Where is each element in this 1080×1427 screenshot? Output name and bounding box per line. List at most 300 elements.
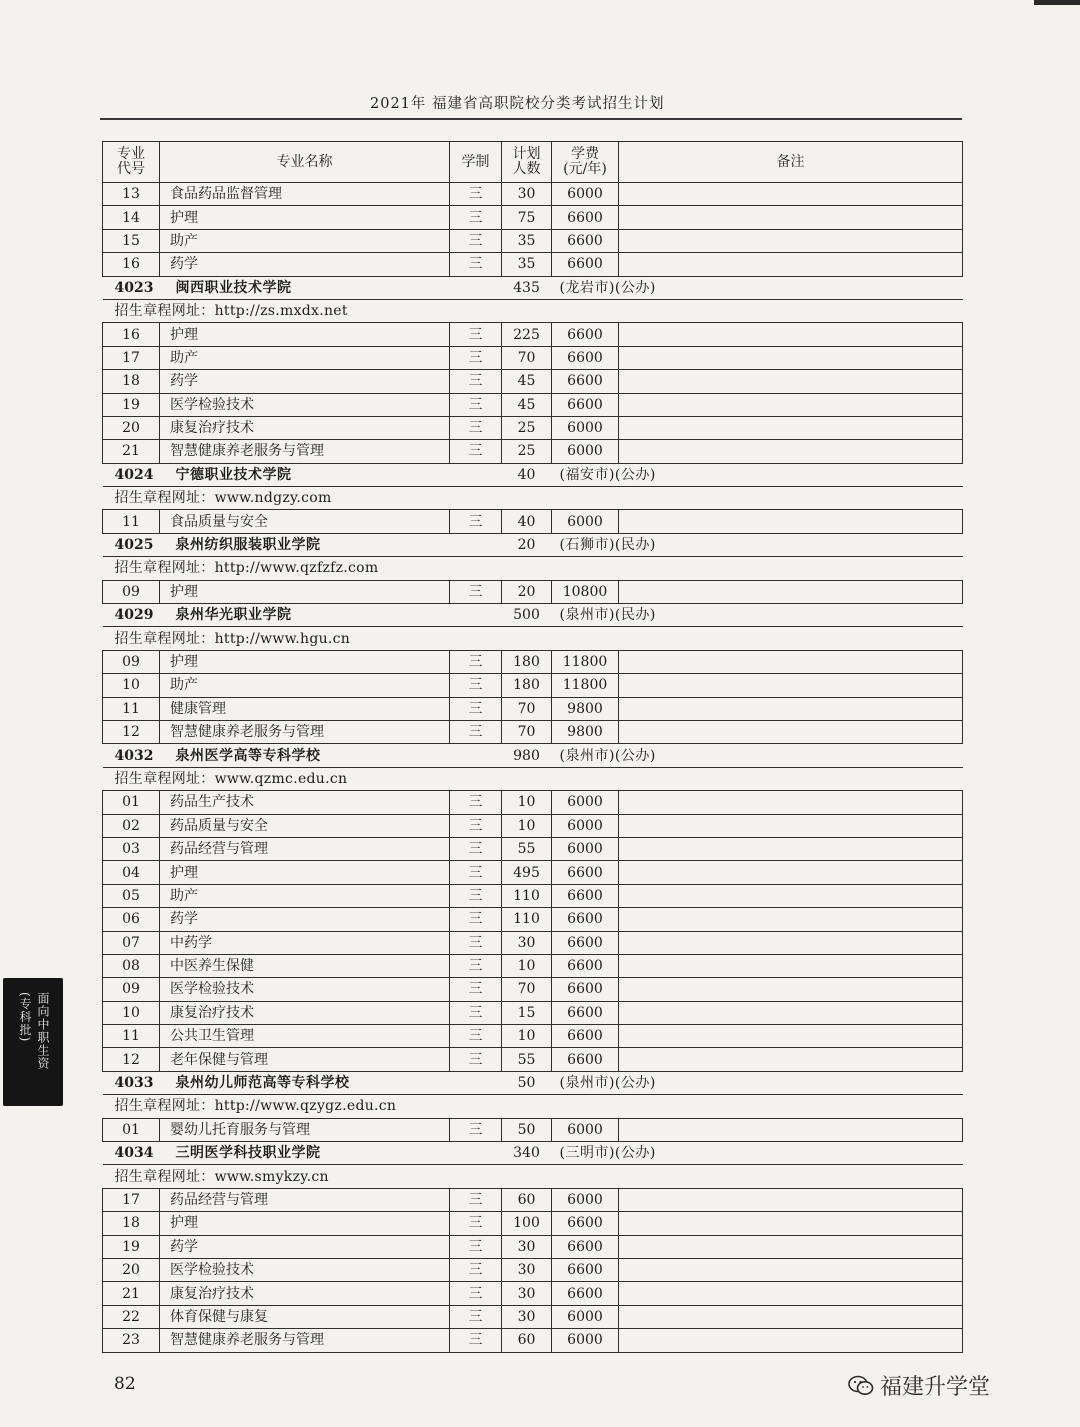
major-name: 医学检验技术 — [160, 393, 450, 416]
school-name: 泉州医学高等专科学校 — [160, 744, 502, 767]
major-code: 20 — [103, 416, 160, 439]
major-name: 康复治疗技术 — [160, 416, 450, 439]
duration: 三 — [450, 650, 502, 673]
major-code: 07 — [103, 931, 160, 954]
plan-count: 225 — [502, 323, 552, 346]
school-header-row — [103, 1142, 963, 1165]
side-section-tab — [3, 978, 63, 1106]
col-header-plan: 计划 人数 — [502, 142, 552, 183]
plan-count: 30 — [502, 1258, 552, 1281]
school-header-row — [103, 463, 963, 486]
duration: 三 — [450, 978, 502, 1001]
side-tab-subtitle: (专科批) — [18, 992, 32, 1043]
school-location: (龙岩市)(公办) — [552, 276, 963, 299]
tuition-fee: 6000 — [552, 440, 619, 463]
tuition-fee: 6600 — [552, 393, 619, 416]
tuition-fee: 6600 — [552, 370, 619, 393]
table-row — [103, 791, 963, 814]
table-row — [103, 229, 963, 252]
major-name: 医学检验技术 — [160, 1258, 450, 1281]
major-name: 中药学 — [160, 931, 450, 954]
watermark-text: 福建升学堂 — [880, 1375, 991, 1400]
tuition-fee: 6600 — [552, 323, 619, 346]
major-code: 03 — [103, 837, 160, 860]
major-name: 智慧健康养老服务与管理 — [160, 440, 450, 463]
note-cell — [619, 370, 963, 393]
major-code: 02 — [103, 814, 160, 837]
major-code: 18 — [103, 1212, 160, 1235]
school-code: 4033 — [103, 1071, 160, 1094]
duration: 三 — [450, 674, 502, 697]
major-code: 08 — [103, 954, 160, 977]
tuition-fee: 6600 — [552, 346, 619, 369]
table-row — [103, 697, 963, 720]
note-cell — [619, 1118, 963, 1141]
major-name: 药品质量与安全 — [160, 814, 450, 837]
corner-mark — [1034, 0, 1080, 5]
major-code: 17 — [103, 346, 160, 369]
major-name: 公共卫生管理 — [160, 1025, 450, 1048]
plan-count: 70 — [502, 346, 552, 369]
duration: 三 — [450, 1048, 502, 1071]
note-cell — [619, 697, 963, 720]
note-cell — [619, 837, 963, 860]
table-row — [103, 908, 963, 931]
tuition-fee: 6600 — [552, 861, 619, 884]
tuition-fee: 6600 — [552, 1048, 619, 1071]
major-code: 10 — [103, 674, 160, 697]
note-cell — [619, 1329, 963, 1352]
school-url-row — [103, 627, 963, 650]
duration: 三 — [450, 1258, 502, 1281]
major-code: 16 — [103, 253, 160, 276]
duration: 三 — [450, 1282, 502, 1305]
tuition-fee: 6600 — [552, 978, 619, 1001]
header-divider — [100, 118, 962, 120]
major-name: 药品生产技术 — [160, 791, 450, 814]
table-row — [103, 346, 963, 369]
table-row — [103, 954, 963, 977]
major-code: 19 — [103, 1235, 160, 1258]
major-code: 21 — [103, 1282, 160, 1305]
table-row — [103, 861, 963, 884]
major-name: 药学 — [160, 253, 450, 276]
major-code: 17 — [103, 1188, 160, 1211]
plan-count: 25 — [502, 440, 552, 463]
note-cell — [619, 861, 963, 884]
school-header-row — [103, 276, 963, 299]
school-plan-total: 500 — [502, 604, 552, 627]
major-code: 04 — [103, 861, 160, 884]
school-plan-total: 50 — [502, 1071, 552, 1094]
major-name: 药品经营与管理 — [160, 837, 450, 860]
school-name: 泉州幼儿师范高等专科学校 — [160, 1071, 502, 1094]
note-cell — [619, 1025, 963, 1048]
tuition-fee: 6000 — [552, 1188, 619, 1211]
plan-count: 45 — [502, 393, 552, 416]
table-row — [103, 323, 963, 346]
major-name: 助产 — [160, 674, 450, 697]
school-header-row — [103, 744, 963, 767]
plan-count: 75 — [502, 206, 552, 229]
school-url-row — [103, 557, 963, 580]
major-name: 健康管理 — [160, 697, 450, 720]
duration: 三 — [450, 884, 502, 907]
duration: 三 — [450, 1329, 502, 1352]
major-name: 护理 — [160, 206, 450, 229]
table-row — [103, 1282, 963, 1305]
duration: 三 — [450, 1118, 502, 1141]
duration: 三 — [450, 814, 502, 837]
major-code: 11 — [103, 1025, 160, 1048]
school-plan-total: 20 — [502, 533, 552, 556]
table-row — [103, 206, 963, 229]
note-cell — [619, 1282, 963, 1305]
note-cell — [619, 791, 963, 814]
duration: 三 — [450, 837, 502, 860]
note-cell — [619, 253, 963, 276]
major-code: 01 — [103, 1118, 160, 1141]
major-code: 05 — [103, 884, 160, 907]
duration: 三 — [450, 720, 502, 743]
plan-count: 30 — [502, 1235, 552, 1258]
table-row — [103, 978, 963, 1001]
duration: 三 — [450, 791, 502, 814]
school-plan-total: 340 — [502, 1142, 552, 1165]
school-location: (泉州市)(民办) — [552, 604, 963, 627]
tuition-fee: 6000 — [552, 1305, 619, 1328]
duration: 三 — [450, 1235, 502, 1258]
duration: 三 — [450, 861, 502, 884]
plan-count: 10 — [502, 1025, 552, 1048]
major-code: 10 — [103, 1001, 160, 1024]
duration: 三 — [450, 954, 502, 977]
table-row — [103, 440, 963, 463]
table-row — [103, 253, 963, 276]
tuition-fee: 11800 — [552, 674, 619, 697]
school-header-row — [103, 533, 963, 556]
tuition-fee: 6000 — [552, 791, 619, 814]
plan-count: 35 — [502, 229, 552, 252]
major-name: 药学 — [160, 1235, 450, 1258]
tuition-fee: 6600 — [552, 1282, 619, 1305]
duration: 三 — [450, 1025, 502, 1048]
note-cell — [619, 440, 963, 463]
school-name: 泉州纺织服装职业学院 — [160, 533, 502, 556]
major-code: 22 — [103, 1305, 160, 1328]
table-row — [103, 1048, 963, 1071]
tuition-fee: 6000 — [552, 1118, 619, 1141]
school-url-row — [103, 299, 963, 322]
table-row — [103, 1258, 963, 1281]
plan-count: 35 — [502, 253, 552, 276]
major-name: 体育保健与康复 — [160, 1305, 450, 1328]
plan-count: 30 — [502, 1305, 552, 1328]
major-code: 01 — [103, 791, 160, 814]
tuition-fee: 9800 — [552, 720, 619, 743]
school-name: 闽西职业技术学院 — [160, 276, 502, 299]
duration: 三 — [450, 346, 502, 369]
table-row — [103, 416, 963, 439]
major-name: 药品经营与管理 — [160, 1188, 450, 1211]
duration: 三 — [450, 183, 502, 206]
major-name: 助产 — [160, 346, 450, 369]
tuition-fee: 10800 — [552, 580, 619, 603]
page-title: 2021年 福建省高职院校分类考试招生计划 — [370, 96, 665, 112]
table-row — [103, 393, 963, 416]
major-name: 中医养生保健 — [160, 954, 450, 977]
major-code: 15 — [103, 229, 160, 252]
tuition-fee: 11800 — [552, 650, 619, 673]
col-header-name: 专业名称 — [160, 142, 450, 183]
note-cell — [619, 393, 963, 416]
major-name: 老年保健与管理 — [160, 1048, 450, 1071]
plan-count: 30 — [502, 183, 552, 206]
note-cell — [619, 580, 963, 603]
school-plan-total: 435 — [502, 276, 552, 299]
plan-count: 25 — [502, 416, 552, 439]
plan-count: 70 — [502, 978, 552, 1001]
school-url-row — [103, 1095, 963, 1118]
school-url-row — [103, 1165, 963, 1188]
tuition-fee: 6000 — [552, 510, 619, 533]
school-name: 宁德职业技术学院 — [160, 463, 502, 486]
plan-count: 70 — [502, 697, 552, 720]
plan-count: 10 — [502, 954, 552, 977]
school-url: 招生章程网址：http://zs.mxdx.net — [103, 299, 963, 322]
major-code: 12 — [103, 720, 160, 743]
plan-count: 495 — [502, 861, 552, 884]
tuition-fee: 6000 — [552, 183, 619, 206]
tuition-fee: 6600 — [552, 1212, 619, 1235]
major-name: 食品质量与安全 — [160, 510, 450, 533]
table-row — [103, 1025, 963, 1048]
col-header-duration: 学制 — [450, 142, 502, 183]
school-location: (三明市)(公办) — [552, 1142, 963, 1165]
major-code: 09 — [103, 978, 160, 1001]
duration: 三 — [450, 393, 502, 416]
note-cell — [619, 1001, 963, 1024]
plan-count: 30 — [502, 931, 552, 954]
school-url-row — [103, 767, 963, 790]
tuition-fee: 6600 — [552, 253, 619, 276]
school-url: 招生章程网址：http://www.hgu.cn — [103, 627, 963, 650]
duration: 三 — [450, 580, 502, 603]
plan-count: 180 — [502, 674, 552, 697]
major-name: 康复治疗技术 — [160, 1001, 450, 1024]
table-row — [103, 650, 963, 673]
table-row — [103, 1305, 963, 1328]
tuition-fee: 6600 — [552, 1001, 619, 1024]
tuition-fee: 9800 — [552, 697, 619, 720]
plan-count: 55 — [502, 837, 552, 860]
plan-count: 100 — [502, 1212, 552, 1235]
major-code: 11 — [103, 510, 160, 533]
table-header-row — [103, 142, 963, 183]
table-row — [103, 1329, 963, 1352]
note-cell — [619, 1258, 963, 1281]
table-row — [103, 510, 963, 533]
plan-count: 20 — [502, 580, 552, 603]
col-header-fee: 学费 (元/年) — [552, 142, 619, 183]
table-row — [103, 814, 963, 837]
table-row — [103, 580, 963, 603]
major-code: 23 — [103, 1329, 160, 1352]
duration: 三 — [450, 1305, 502, 1328]
tuition-fee: 6600 — [552, 954, 619, 977]
tuition-fee: 6000 — [552, 1329, 619, 1352]
major-name: 食品药品监督管理 — [160, 183, 450, 206]
watermark — [848, 1370, 990, 1401]
duration: 三 — [450, 323, 502, 346]
table-body — [103, 183, 963, 1353]
tuition-fee: 6600 — [552, 931, 619, 954]
note-cell — [619, 416, 963, 439]
major-name: 助产 — [160, 229, 450, 252]
tuition-fee: 6600 — [552, 908, 619, 931]
major-name: 智慧健康养老服务与管理 — [160, 1329, 450, 1352]
note-cell — [619, 1188, 963, 1211]
page-number: 82 — [114, 1374, 136, 1394]
note-cell — [619, 814, 963, 837]
major-code: 19 — [103, 393, 160, 416]
major-code: 11 — [103, 697, 160, 720]
major-name: 智慧健康养老服务与管理 — [160, 720, 450, 743]
plan-count: 70 — [502, 720, 552, 743]
major-name: 药学 — [160, 370, 450, 393]
school-location: (福安市)(公办) — [552, 463, 963, 486]
note-cell — [619, 346, 963, 369]
duration: 三 — [450, 931, 502, 954]
duration: 三 — [450, 1001, 502, 1024]
school-code: 4025 — [103, 533, 160, 556]
major-name: 护理 — [160, 580, 450, 603]
note-cell — [619, 650, 963, 673]
tuition-fee: 6600 — [552, 1025, 619, 1048]
plan-count: 60 — [502, 1329, 552, 1352]
major-name: 助产 — [160, 884, 450, 907]
plan-count: 180 — [502, 650, 552, 673]
table-row — [103, 370, 963, 393]
tuition-fee: 6000 — [552, 416, 619, 439]
note-cell — [619, 884, 963, 907]
major-code: 09 — [103, 580, 160, 603]
major-code: 18 — [103, 370, 160, 393]
duration: 三 — [450, 253, 502, 276]
table-row — [103, 674, 963, 697]
col-header-code: 专业 代号 — [103, 142, 160, 183]
note-cell — [619, 1305, 963, 1328]
note-cell — [619, 323, 963, 346]
major-name: 护理 — [160, 650, 450, 673]
major-name: 药学 — [160, 908, 450, 931]
major-code: 14 — [103, 206, 160, 229]
major-name: 婴幼儿托育服务与管理 — [160, 1118, 450, 1141]
school-code: 4023 — [103, 276, 160, 299]
table-row — [103, 183, 963, 206]
school-url: 招生章程网址：http://www.qzygz.edu.cn — [103, 1095, 963, 1118]
table-row — [103, 1188, 963, 1211]
duration: 三 — [450, 229, 502, 252]
major-code: 12 — [103, 1048, 160, 1071]
major-code: 16 — [103, 323, 160, 346]
school-code: 4032 — [103, 744, 160, 767]
note-cell — [619, 720, 963, 743]
duration: 三 — [450, 1212, 502, 1235]
side-tab-title: 面向中职生资 — [36, 992, 50, 1070]
school-name: 三明医学科技职业学院 — [160, 1142, 502, 1165]
major-code: 06 — [103, 908, 160, 931]
note-cell — [619, 908, 963, 931]
plan-count: 55 — [502, 1048, 552, 1071]
school-code: 4034 — [103, 1142, 160, 1165]
plan-count: 110 — [502, 884, 552, 907]
major-code: 21 — [103, 440, 160, 463]
duration: 三 — [450, 370, 502, 393]
note-cell — [619, 183, 963, 206]
school-url: 招生章程网址：http://www.qzfzfz.com — [103, 557, 963, 580]
school-header-row — [103, 604, 963, 627]
school-location: (泉州市)(公办) — [552, 744, 963, 767]
note-cell — [619, 510, 963, 533]
duration: 三 — [450, 416, 502, 439]
school-header-row — [103, 1071, 963, 1094]
table-row — [103, 1001, 963, 1024]
school-url-row — [103, 487, 963, 510]
table-row — [103, 884, 963, 907]
tuition-fee: 6600 — [552, 229, 619, 252]
major-code: 13 — [103, 183, 160, 206]
note-cell — [619, 206, 963, 229]
tuition-fee: 6000 — [552, 814, 619, 837]
note-cell — [619, 954, 963, 977]
plan-count: 30 — [502, 1282, 552, 1305]
note-cell — [619, 1212, 963, 1235]
school-code: 4029 — [103, 604, 160, 627]
table-row — [103, 931, 963, 954]
col-header-note: 备注 — [619, 142, 963, 183]
duration: 三 — [450, 206, 502, 229]
major-name: 护理 — [160, 323, 450, 346]
tuition-fee: 6600 — [552, 206, 619, 229]
school-plan-total: 40 — [502, 463, 552, 486]
plan-count: 10 — [502, 791, 552, 814]
major-code: 20 — [103, 1258, 160, 1281]
note-cell — [619, 1048, 963, 1071]
tuition-fee: 6600 — [552, 1258, 619, 1281]
table-row — [103, 1235, 963, 1258]
school-code: 4024 — [103, 463, 160, 486]
duration: 三 — [450, 510, 502, 533]
tuition-fee: 6600 — [552, 1235, 619, 1258]
table-row — [103, 1212, 963, 1235]
plan-count: 60 — [502, 1188, 552, 1211]
plan-count: 110 — [502, 908, 552, 931]
note-cell — [619, 931, 963, 954]
school-location: (泉州市)(公办) — [552, 1071, 963, 1094]
duration: 三 — [450, 1188, 502, 1211]
note-cell — [619, 229, 963, 252]
plan-count: 15 — [502, 1001, 552, 1024]
tuition-fee: 6000 — [552, 837, 619, 860]
school-location: (石狮市)(民办) — [552, 533, 963, 556]
tuition-fee: 6600 — [552, 884, 619, 907]
plan-count: 45 — [502, 370, 552, 393]
school-url: 招生章程网址：www.qzmc.edu.cn — [103, 767, 963, 790]
wechat-icon — [848, 1375, 874, 1397]
school-name: 泉州华光职业学院 — [160, 604, 502, 627]
school-url: 招生章程网址：www.smykzy.cn — [103, 1165, 963, 1188]
